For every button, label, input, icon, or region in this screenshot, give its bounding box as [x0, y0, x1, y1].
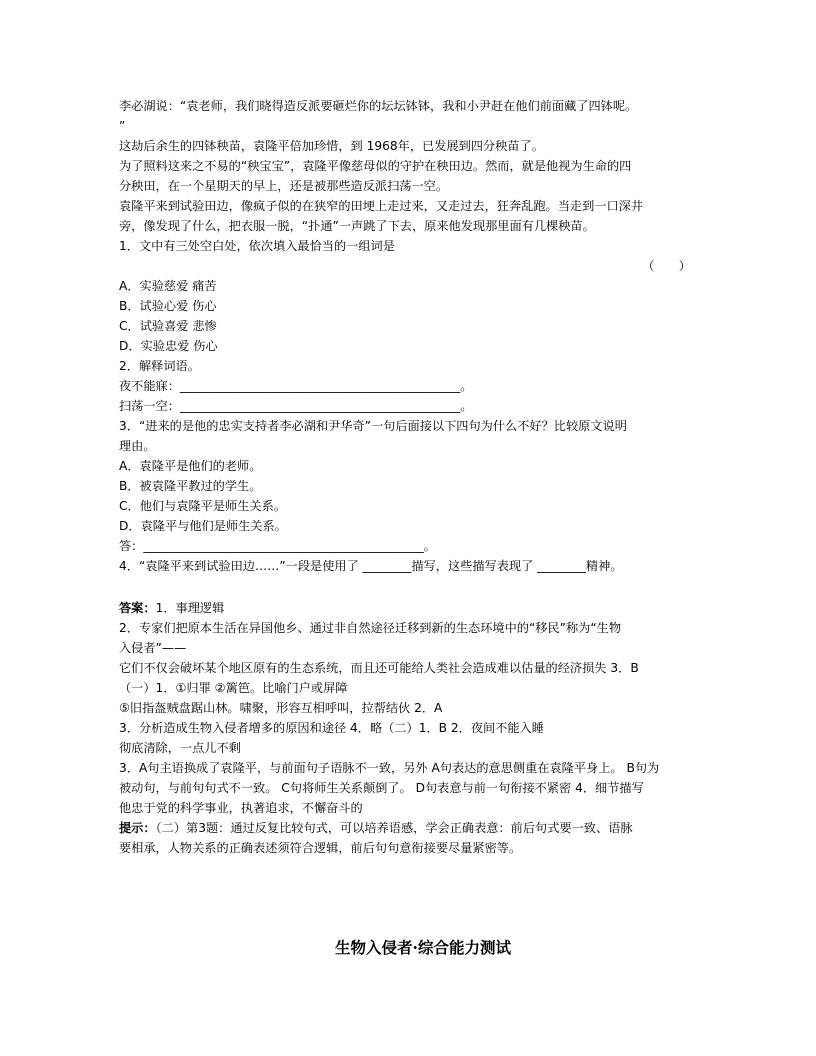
document-body	[119, 96, 693, 858]
hint-line: 要相承，人物关系的正确表述须符合逻辑，前后句句意衔接要尽量紧密等。	[119, 841, 522, 855]
section-title: 生物入侵者·综合能力测试	[335, 938, 511, 957]
passage-line: 这劫后余生的四钵秧苗，袁隆平倍加珍惜，到 1968年，已发展到四分秧苗了。	[119, 139, 544, 153]
option-b: B．被袁隆平教过的学生。	[119, 479, 262, 493]
answer-line: 它们不仅会破坏某个地区原有的生态系统，而且还可能给人类社会造成难以估量的经济损失 3．B	[119, 661, 639, 675]
answer-line: 3．分析造成生物入侵者增多的原因和途径 4．略（二）1．B 2．夜间不能入睡	[119, 721, 544, 735]
hint-first-line	[119, 818, 693, 838]
passage-line: ”	[119, 119, 126, 133]
section-gap	[119, 576, 693, 598]
option-d: D．袁隆平与他们是师生关系。	[119, 519, 287, 533]
answer-line: 他忠于党的科学事业，执著追求，不懈奋斗的	[119, 801, 363, 815]
passage-line: 旁，像发现了什么，把衣服一脱，“扑通”一声跳了下去，原来他发现那里面有几棵秧苗。	[119, 219, 595, 233]
question-3-stem: 3．“进来的是他的忠实支持者李必湖和尹华奇”一句后面接以下四句为什么不好？比较原文说明	[119, 419, 627, 433]
question-4-stem: 4．“袁隆平来到试验田边……”一段是使用了 ________描写，这些描写表现了 ________精神。	[119, 559, 623, 573]
passage-line: 分秧田，在一个星期天的早上，还是被那些造反派扫荡一空。	[119, 179, 449, 193]
answer-line: （一）1．①归罪 ②篱笆。比喻门户或屏障	[119, 681, 348, 695]
hint-label: 提示：	[119, 821, 156, 835]
option-d: D．实验忠爱 伤心	[119, 339, 218, 353]
question-2-stem: 2．解释词语。	[119, 359, 200, 373]
answer-line: 彻底清除，一点儿不剩	[119, 741, 241, 755]
passage-line: 李必湖说：“袁老师，我们晓得造反派要砸烂你的坛坛钵钵，我和小尹赶在他们前面藏了四钵呢。	[119, 99, 638, 113]
option-a: A．实验慈爱 痛苦	[119, 279, 217, 293]
answers-first-line	[119, 598, 693, 618]
option-c: C．他们与袁隆平是师生关系。	[119, 499, 286, 513]
passage-line: 袁隆平来到试验田边，像疯子似的在狭窄的田埂上走过来，又走过去，狂奔乱跑。当走到一口深井	[119, 199, 644, 213]
answer-line: 2．专家们把原本生活在异国他乡、通过非自然途径迁移到新的生态环境中的“移民”称为“生物	[119, 621, 622, 635]
question-1-stem: 1．文中有三处空白处，依次填入最恰当的一组词是	[119, 239, 395, 253]
question-3-stem: 理由。	[119, 439, 156, 453]
option-a: A．袁隆平是他们的老师。	[119, 459, 262, 473]
passage-line: 为了照料这来之不易的“秧宝宝”，袁隆平像慈母似的守护在秧田边。然而，就是他视为生命的四	[119, 159, 632, 173]
answer-line: ⑤旧指盔贼盘踞山林。啸聚，形容互相呼叫，拉帮结伙 2．A	[119, 701, 443, 715]
answer-line: 被动句，与前句句式不一致。 C句将师生关系颠倒了。 D句表意与前一句衔接不紧密 4．细节描写	[119, 781, 644, 795]
answer-line: 3．A句主语换成了袁隆平，与前面句子语脉不一致，另外 A句表达的意思侧重在袁隆平身上。 B句为	[119, 761, 660, 775]
answer-paren: （ ）	[642, 259, 691, 273]
answers-label: 答案：	[119, 601, 156, 615]
fill-blank-line: 夜不能寐：______________________________________________。	[119, 379, 473, 393]
option-c: C．试验喜爱 悲惨	[119, 319, 217, 333]
fill-blank-line: 扫荡一空：______________________________________________。	[119, 399, 473, 413]
hint-text: （二）第3题：通过反复比较句式，可以培养语感，学会正确表意：前后句式要一致、语脉	[155, 821, 633, 835]
option-b: B．试验心爱 伤心	[119, 299, 217, 313]
answer-line: 入侵者”——	[119, 641, 187, 655]
answer-text: 1．事理逻辑	[155, 601, 225, 615]
answer-blank-line: 答：______________________________________________。	[119, 539, 436, 553]
